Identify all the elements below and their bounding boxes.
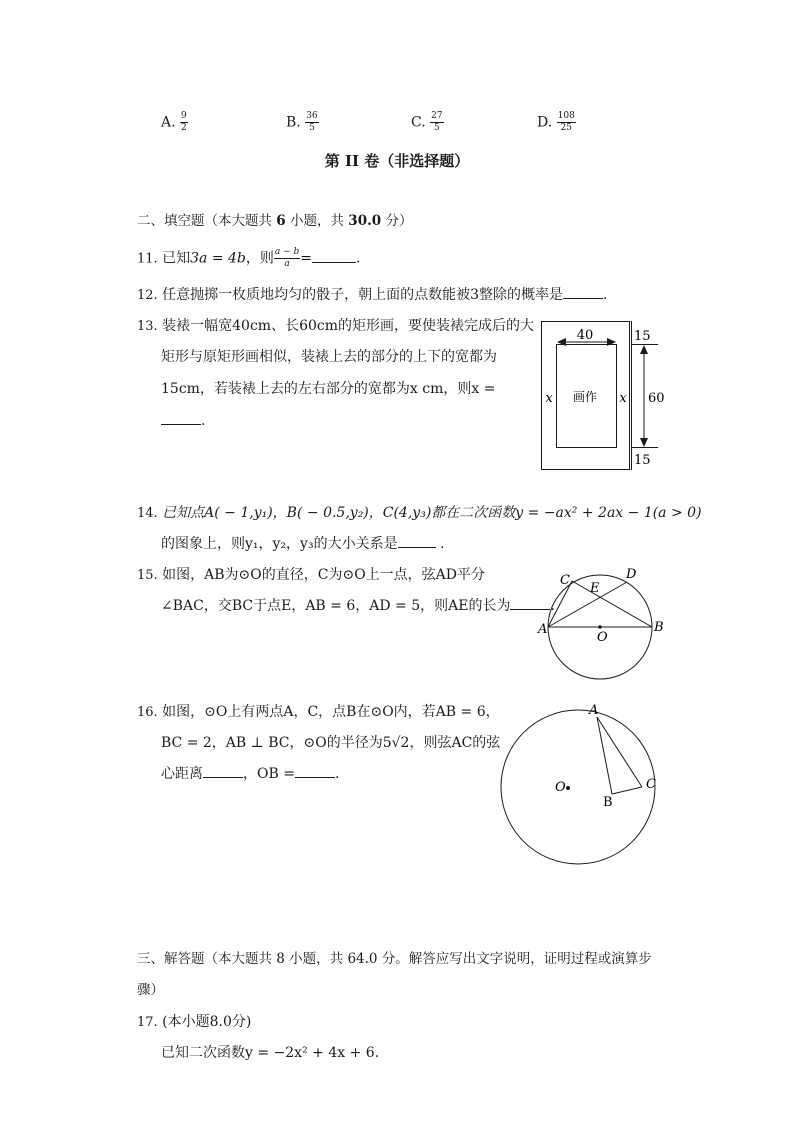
section2-count: 6 [276,213,286,229]
answer-blank[interactable] [161,410,201,425]
option-fraction-num: 108 [557,111,575,121]
label-o: O [597,630,608,645]
label-o: O [555,780,566,795]
fig-x-right: x [619,391,627,406]
section2-heading [137,210,412,232]
q10-option[interactable] [537,111,576,134]
q15-period: . [550,598,555,614]
q14-line-2: 的图象上，则y₁，y₂，y₃的大小关系是 [161,536,398,552]
question-number: 16. [137,705,158,720]
label-e: E [590,581,600,596]
question-17-line-1 [137,1011,251,1034]
q15-line-1: 如图，AB为⊙O的直径，C为⊙O上一点，弦AD平分 [162,567,486,583]
q13-line-3: 15cm，若装裱上去的左右部分的宽都为x cm，则x = [161,381,496,397]
label-b: B [603,795,613,810]
question-13-line-1 [137,315,534,338]
q17-score: (本小题8.0分) [162,1014,252,1030]
question-number: 17. [137,1015,158,1030]
chord-bc [572,581,652,627]
option-fraction [180,111,188,134]
fig-width-label: 40 [576,328,594,343]
q16-line-2: BC = 2，AB ⊥ BC，⊙O的半径为5√2，则弦AC的弦 [161,735,501,751]
option-fraction [557,111,576,134]
q11-text-1: 已知 [162,250,191,267]
option-letter: D. [537,114,553,131]
q16-figure [496,700,668,862]
q12-text: 任意抛掷一枚质地均匀的骰子，朝上面的点数能被3整除的概率是 [162,287,564,303]
center-dot [566,786,570,790]
option-fraction-den: 5 [433,123,440,133]
question-15-line-2 [161,595,555,617]
label-d: D [626,567,637,582]
fig-painting-label: 画作 [572,390,598,404]
option-fraction-den: 5 [309,123,315,133]
q13-line-4 [161,410,205,432]
option-fraction-den: 2 [181,123,187,133]
answer-blank[interactable] [203,763,243,778]
q16-line-1: 如图，⊙O上有两点A，C，点B在⊙O内，若AB = 6， [162,704,500,720]
option-fraction-den: 25 [560,123,572,133]
q15-line-2: ∠BAC，交BC于点E，AB = 6，AD = 5，则AE的长为 [161,598,511,614]
section3-heading-line-1: 三、解答题（本大题共 8 小题，共 64.0 分。解答应写出文字说明，证明过程或演算步 [137,951,652,967]
q13-line-1: 装裱一幅宽40cm、长60cm的矩形画，要使装裱完成后的大 [162,318,535,334]
q10-option[interactable] [411,111,444,134]
q11-fraction-den: a [284,259,290,269]
q14-line-1: 已知点A( − 1,y₁)，B( − 0.5,y₂)，C(4,y₃)都在二次函数y = −ax² + 2ax − 1(a > 0) [162,505,702,521]
option-letter: A. [161,114,176,131]
question-number: 15. [137,568,158,583]
fig-height-label: 60 [648,391,665,406]
label-b: B [654,620,664,635]
option-fraction-num: 36 [306,111,318,121]
answer-blank[interactable] [398,533,436,548]
q11-text-2: ，则 [245,250,274,267]
fig-top-label: 15 [634,329,651,344]
q13-figure [538,318,665,474]
question-15-line-1 [137,564,485,587]
question-16-line-3 [161,763,339,785]
question-12 [137,284,608,307]
answer-blank[interactable] [312,248,356,263]
option-fraction [305,111,318,134]
q16-line-3b: ，OB = [243,766,295,782]
segment-bc [612,787,642,794]
option-letter: C. [411,114,426,131]
q11-fraction [274,247,300,270]
q16-period: . [334,766,340,782]
option-fraction-num: 9 [181,111,187,121]
label-a: A [538,622,548,637]
q11-fraction-num: a − b [274,247,300,257]
q10-option[interactable] [161,111,188,134]
part-title: 第 II 卷（非选择题） [324,152,470,170]
question-14-line-2 [161,533,444,555]
question-number: 13. [137,319,158,334]
q13-period: . [201,413,206,429]
section2-title-c: 分） [385,213,413,229]
answer-blank[interactable] [563,284,603,299]
q11-period: . [356,250,361,267]
question-number: 11. [137,251,158,267]
q17-text: 已知二次函数y = −2x² + 4x + 6. [161,1045,380,1061]
q11-equation: 3a = 4b [190,250,246,267]
q15-figure [534,562,664,682]
q16-line-3a: 心距离 [161,766,203,782]
option-fraction-num: 27 [431,111,443,121]
q14-period: . [440,536,445,552]
label-c: C [560,573,570,588]
section3-heading-line-2: 骤） [137,982,164,998]
q11-equals: = [300,250,313,267]
q13-line-2: 矩形与原矩形画相似，装裱上去的部分的上下的宽都为 [161,349,497,365]
center-dot [598,625,602,629]
section2-title-b: 小题，共 [290,213,344,229]
question-number: 12. [137,288,158,303]
question-11 [137,247,360,271]
label-c: C [646,777,656,792]
question-number: 14. [137,506,158,521]
q12-period: . [603,287,608,303]
section2-title-a: 二、填空题（本大题共 [137,213,272,229]
arrow-up-icon [640,345,648,354]
answer-blank[interactable] [295,763,335,778]
label-a: A [589,703,599,718]
fig-bottom-label: 15 [634,453,651,468]
section2-score: 30.0 [348,213,382,229]
question-14-line-1 [137,502,702,525]
circle-o [501,710,655,864]
arrow-down-icon [640,438,648,447]
option-fraction [430,111,443,134]
option-letter: B. [286,114,301,131]
q10-option[interactable] [286,111,319,134]
fig-x-left: x [545,391,553,406]
question-16-line-1 [137,701,500,724]
